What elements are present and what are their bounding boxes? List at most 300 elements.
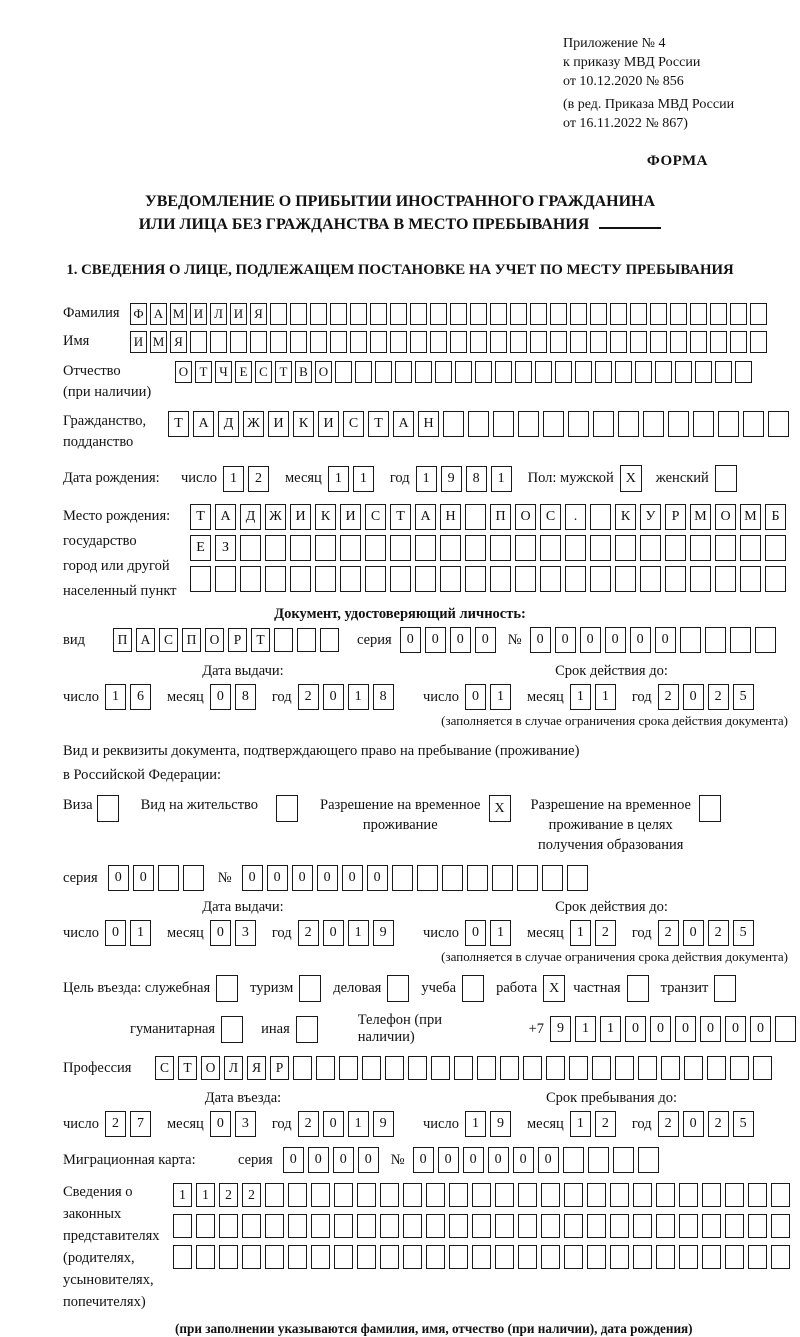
char-box[interactable] xyxy=(270,331,287,353)
char-box[interactable] xyxy=(350,331,367,353)
char-box[interactable] xyxy=(215,566,236,592)
char-box[interactable] xyxy=(613,1147,634,1173)
char-box[interactable]: Е xyxy=(190,535,211,561)
char-box[interactable]: Б xyxy=(765,504,786,530)
char-box[interactable] xyxy=(450,303,467,325)
char-box[interactable]: 1 xyxy=(353,466,374,492)
purpose-business-checkbox[interactable] xyxy=(387,975,409,1002)
char-box[interactable]: М xyxy=(170,303,187,325)
char-box[interactable]: А xyxy=(393,411,414,437)
char-box[interactable] xyxy=(725,1183,744,1207)
char-box[interactable]: 0 xyxy=(513,1147,534,1173)
char-box[interactable]: 9 xyxy=(441,466,462,492)
char-box[interactable] xyxy=(610,1183,629,1207)
char-box[interactable] xyxy=(490,566,511,592)
char-box[interactable] xyxy=(656,1245,675,1269)
char-box[interactable] xyxy=(183,865,204,891)
char-box[interactable]: 0 xyxy=(323,684,344,710)
char-box[interactable] xyxy=(615,361,632,383)
char-box[interactable]: 0 xyxy=(465,920,486,946)
char-box[interactable] xyxy=(725,1214,744,1238)
char-box[interactable]: 9 xyxy=(373,920,394,946)
char-box[interactable] xyxy=(293,1056,312,1080)
char-box[interactable]: 0 xyxy=(323,1111,344,1137)
char-box[interactable] xyxy=(288,1245,307,1269)
char-box[interactable]: 1 xyxy=(348,684,369,710)
char-box[interactable] xyxy=(403,1245,422,1269)
char-box[interactable]: 1 xyxy=(130,920,151,946)
purpose-other-checkbox[interactable] xyxy=(296,1016,318,1043)
char-box[interactable] xyxy=(665,566,686,592)
char-box[interactable]: Н xyxy=(440,504,461,530)
char-box[interactable]: Д xyxy=(218,411,239,437)
char-box[interactable]: 5 xyxy=(733,920,754,946)
char-box[interactable] xyxy=(564,1183,583,1207)
char-box[interactable]: 0 xyxy=(292,865,313,891)
char-box[interactable]: И xyxy=(268,411,289,437)
char-box[interactable] xyxy=(615,1056,634,1080)
char-box[interactable] xyxy=(290,331,307,353)
char-box[interactable] xyxy=(454,1056,473,1080)
char-box[interactable] xyxy=(385,1056,404,1080)
char-box[interactable] xyxy=(750,303,767,325)
char-box[interactable]: Ж xyxy=(265,504,286,530)
char-box[interactable] xyxy=(680,627,701,653)
char-box[interactable] xyxy=(740,566,761,592)
char-box[interactable] xyxy=(540,566,561,592)
char-box[interactable] xyxy=(330,331,347,353)
char-box[interactable] xyxy=(633,1245,652,1269)
char-box[interactable]: Е xyxy=(235,361,252,383)
char-box[interactable]: 0 xyxy=(655,627,676,653)
char-box[interactable]: 8 xyxy=(235,684,256,710)
char-box[interactable]: З xyxy=(215,535,236,561)
char-box[interactable]: 0 xyxy=(465,684,486,710)
char-box[interactable]: 1 xyxy=(348,920,369,946)
char-box[interactable] xyxy=(449,1245,468,1269)
char-box[interactable] xyxy=(365,535,386,561)
char-box[interactable] xyxy=(593,411,614,437)
char-box[interactable] xyxy=(495,1214,514,1238)
char-box[interactable]: К xyxy=(293,411,314,437)
char-box[interactable] xyxy=(550,331,567,353)
char-box[interactable]: 0 xyxy=(555,627,576,653)
char-box[interactable]: 0 xyxy=(475,627,496,653)
char-box[interactable]: 1 xyxy=(570,1111,591,1137)
char-box[interactable] xyxy=(515,535,536,561)
char-box[interactable]: 0 xyxy=(580,627,601,653)
char-box[interactable] xyxy=(316,1056,335,1080)
char-box[interactable]: А xyxy=(415,504,436,530)
char-box[interactable] xyxy=(618,411,639,437)
char-box[interactable] xyxy=(771,1183,790,1207)
char-box[interactable]: 3 xyxy=(235,1111,256,1137)
char-box[interactable] xyxy=(587,1245,606,1269)
char-box[interactable] xyxy=(661,1056,680,1080)
char-box[interactable] xyxy=(440,535,461,561)
char-box[interactable] xyxy=(240,566,261,592)
char-box[interactable]: И xyxy=(130,331,147,353)
char-box[interactable] xyxy=(615,535,636,561)
char-box[interactable] xyxy=(638,1147,659,1173)
char-box[interactable]: 6 xyxy=(130,684,151,710)
char-box[interactable] xyxy=(750,331,767,353)
char-box[interactable] xyxy=(650,331,667,353)
char-box[interactable] xyxy=(390,535,411,561)
char-box[interactable] xyxy=(735,361,752,383)
char-box[interactable] xyxy=(690,535,711,561)
char-box[interactable]: Н xyxy=(418,411,439,437)
char-box[interactable] xyxy=(725,1245,744,1269)
char-box[interactable] xyxy=(242,1245,261,1269)
char-box[interactable] xyxy=(190,331,207,353)
char-box[interactable] xyxy=(357,1245,376,1269)
char-box[interactable]: И xyxy=(340,504,361,530)
char-box[interactable]: И xyxy=(230,303,247,325)
char-box[interactable]: Т xyxy=(178,1056,197,1080)
char-box[interactable] xyxy=(339,1056,358,1080)
char-box[interactable] xyxy=(590,566,611,592)
char-box[interactable]: 0 xyxy=(242,865,263,891)
char-box[interactable] xyxy=(765,566,786,592)
char-box[interactable]: О xyxy=(205,628,224,652)
char-box[interactable] xyxy=(357,1214,376,1238)
char-box[interactable]: С xyxy=(365,504,386,530)
char-box[interactable] xyxy=(740,535,761,561)
char-box[interactable] xyxy=(158,865,179,891)
char-box[interactable] xyxy=(670,331,687,353)
char-box[interactable]: 2 xyxy=(242,1183,261,1207)
char-box[interactable] xyxy=(748,1245,767,1269)
char-box[interactable] xyxy=(265,566,286,592)
char-box[interactable] xyxy=(563,1147,584,1173)
char-box[interactable] xyxy=(417,865,438,891)
residence-permit-checkbox[interactable] xyxy=(276,795,298,822)
char-box[interactable] xyxy=(410,303,427,325)
char-box[interactable] xyxy=(640,566,661,592)
char-box[interactable]: А xyxy=(193,411,214,437)
char-box[interactable]: 0 xyxy=(425,627,446,653)
char-box[interactable] xyxy=(590,331,607,353)
char-box[interactable]: 2 xyxy=(105,1111,126,1137)
char-box[interactable] xyxy=(390,303,407,325)
char-box[interactable] xyxy=(702,1183,721,1207)
char-box[interactable] xyxy=(630,303,647,325)
char-box[interactable] xyxy=(315,535,336,561)
char-box[interactable] xyxy=(635,361,652,383)
char-box[interactable]: 5 xyxy=(733,1111,754,1137)
char-box[interactable]: Т xyxy=(390,504,411,530)
char-box[interactable] xyxy=(575,361,592,383)
char-box[interactable]: 0 xyxy=(323,920,344,946)
char-box[interactable] xyxy=(490,331,507,353)
char-box[interactable] xyxy=(355,361,372,383)
char-box[interactable]: Л xyxy=(210,303,227,325)
char-box[interactable]: 0 xyxy=(488,1147,509,1173)
char-box[interactable] xyxy=(430,331,447,353)
char-box[interactable] xyxy=(775,1016,796,1042)
char-box[interactable]: М xyxy=(690,504,711,530)
char-box[interactable]: 0 xyxy=(317,865,338,891)
char-box[interactable]: 1 xyxy=(348,1111,369,1137)
char-box[interactable]: И xyxy=(190,303,207,325)
char-box[interactable]: 0 xyxy=(210,920,231,946)
char-box[interactable]: 2 xyxy=(658,684,679,710)
char-box[interactable] xyxy=(310,331,327,353)
char-box[interactable] xyxy=(668,411,689,437)
char-box[interactable] xyxy=(311,1245,330,1269)
char-box[interactable] xyxy=(431,1056,450,1080)
char-box[interactable]: 0 xyxy=(400,627,421,653)
char-box[interactable] xyxy=(771,1214,790,1238)
char-box[interactable] xyxy=(465,566,486,592)
char-box[interactable] xyxy=(592,1056,611,1080)
char-box[interactable] xyxy=(569,1056,588,1080)
char-box[interactable] xyxy=(465,504,486,530)
char-box[interactable] xyxy=(310,303,327,325)
char-box[interactable] xyxy=(510,303,527,325)
char-box[interactable]: Т xyxy=(368,411,389,437)
char-box[interactable] xyxy=(449,1183,468,1207)
char-box[interactable]: 1 xyxy=(595,684,616,710)
char-box[interactable]: О xyxy=(315,361,332,383)
purpose-tourism-checkbox[interactable] xyxy=(299,975,321,1002)
char-box[interactable]: 0 xyxy=(283,1147,304,1173)
char-box[interactable] xyxy=(633,1183,652,1207)
char-box[interactable] xyxy=(362,1056,381,1080)
char-box[interactable] xyxy=(550,303,567,325)
char-box[interactable]: 0 xyxy=(683,920,704,946)
char-box[interactable]: С xyxy=(255,361,272,383)
char-box[interactable] xyxy=(715,535,736,561)
char-box[interactable] xyxy=(467,865,488,891)
char-box[interactable] xyxy=(334,1183,353,1207)
char-box[interactable] xyxy=(702,1214,721,1238)
char-box[interactable] xyxy=(690,331,707,353)
char-box[interactable]: 2 xyxy=(219,1183,238,1207)
char-box[interactable] xyxy=(515,361,532,383)
char-box[interactable]: 9 xyxy=(490,1111,511,1137)
char-box[interactable] xyxy=(587,1214,606,1238)
char-box[interactable]: 0 xyxy=(333,1147,354,1173)
char-box[interactable] xyxy=(690,566,711,592)
char-box[interactable] xyxy=(541,1214,560,1238)
temp-residence-checkbox[interactable]: X xyxy=(489,795,511,822)
char-box[interactable]: И xyxy=(290,504,311,530)
char-box[interactable] xyxy=(440,566,461,592)
char-box[interactable] xyxy=(240,535,261,561)
char-box[interactable]: Ч xyxy=(215,361,232,383)
char-box[interactable] xyxy=(730,331,747,353)
char-box[interactable] xyxy=(518,1245,537,1269)
char-box[interactable] xyxy=(265,1214,284,1238)
char-box[interactable] xyxy=(395,361,412,383)
char-box[interactable]: М xyxy=(150,331,167,353)
char-box[interactable] xyxy=(665,535,686,561)
char-box[interactable] xyxy=(541,1245,560,1269)
char-box[interactable]: . xyxy=(565,504,586,530)
char-box[interactable] xyxy=(173,1214,192,1238)
char-box[interactable] xyxy=(748,1214,767,1238)
char-box[interactable]: 0 xyxy=(210,1111,231,1137)
char-box[interactable] xyxy=(492,865,513,891)
char-box[interactable]: О xyxy=(201,1056,220,1080)
char-box[interactable] xyxy=(655,361,672,383)
char-box[interactable]: Я xyxy=(170,331,187,353)
char-box[interactable] xyxy=(335,361,352,383)
char-box[interactable] xyxy=(715,361,732,383)
char-box[interactable] xyxy=(565,566,586,592)
char-box[interactable]: 0 xyxy=(650,1016,671,1042)
char-box[interactable]: А xyxy=(215,504,236,530)
char-box[interactable] xyxy=(219,1214,238,1238)
purpose-work-checkbox[interactable]: X xyxy=(543,975,565,1002)
char-box[interactable] xyxy=(517,865,538,891)
char-box[interactable]: 0 xyxy=(630,627,651,653)
char-box[interactable] xyxy=(610,331,627,353)
char-box[interactable] xyxy=(465,535,486,561)
char-box[interactable]: 1 xyxy=(416,466,437,492)
char-box[interactable]: Т xyxy=(195,361,212,383)
char-box[interactable] xyxy=(695,361,712,383)
char-box[interactable]: Т xyxy=(168,411,189,437)
char-box[interactable] xyxy=(610,1245,629,1269)
char-box[interactable] xyxy=(265,535,286,561)
char-box[interactable] xyxy=(656,1183,675,1207)
char-box[interactable] xyxy=(230,331,247,353)
char-box[interactable] xyxy=(270,303,287,325)
char-box[interactable] xyxy=(684,1056,703,1080)
char-box[interactable]: 1 xyxy=(570,684,591,710)
char-box[interactable]: 1 xyxy=(490,684,511,710)
purpose-study-checkbox[interactable] xyxy=(462,975,484,1002)
char-box[interactable] xyxy=(715,566,736,592)
char-box[interactable]: К xyxy=(315,504,336,530)
char-box[interactable] xyxy=(568,411,589,437)
char-box[interactable] xyxy=(500,1056,519,1080)
char-box[interactable]: 0 xyxy=(625,1016,646,1042)
char-box[interactable]: 2 xyxy=(595,1111,616,1137)
char-box[interactable]: 1 xyxy=(570,920,591,946)
char-box[interactable]: 2 xyxy=(708,1111,729,1137)
char-box[interactable]: О xyxy=(715,504,736,530)
char-box[interactable] xyxy=(380,1245,399,1269)
purpose-humanitarian-checkbox[interactable] xyxy=(221,1016,243,1043)
char-box[interactable]: 0 xyxy=(725,1016,746,1042)
char-box[interactable] xyxy=(555,361,572,383)
char-box[interactable]: 0 xyxy=(267,865,288,891)
char-box[interactable] xyxy=(518,1183,537,1207)
char-box[interactable]: 0 xyxy=(450,627,471,653)
char-box[interactable]: 1 xyxy=(465,1111,486,1137)
char-box[interactable]: 0 xyxy=(358,1147,379,1173)
visa-checkbox[interactable] xyxy=(97,795,119,822)
char-box[interactable] xyxy=(219,1245,238,1269)
char-box[interactable] xyxy=(196,1245,215,1269)
char-box[interactable]: Л xyxy=(224,1056,243,1080)
char-box[interactable] xyxy=(403,1214,422,1238)
char-box[interactable] xyxy=(650,303,667,325)
char-box[interactable]: 0 xyxy=(367,865,388,891)
char-box[interactable]: Т xyxy=(190,504,211,530)
char-box[interactable] xyxy=(334,1214,353,1238)
char-box[interactable] xyxy=(643,411,664,437)
char-box[interactable]: 1 xyxy=(600,1016,621,1042)
char-box[interactable] xyxy=(530,331,547,353)
char-box[interactable] xyxy=(490,303,507,325)
char-box[interactable] xyxy=(392,865,413,891)
char-box[interactable] xyxy=(768,411,789,437)
char-box[interactable]: 2 xyxy=(708,684,729,710)
char-box[interactable] xyxy=(475,361,492,383)
char-box[interactable]: К xyxy=(615,504,636,530)
char-box[interactable] xyxy=(390,566,411,592)
char-box[interactable] xyxy=(590,504,611,530)
char-box[interactable] xyxy=(443,411,464,437)
char-box[interactable]: 0 xyxy=(308,1147,329,1173)
char-box[interactable]: В xyxy=(295,361,312,383)
char-box[interactable] xyxy=(311,1214,330,1238)
char-box[interactable]: 9 xyxy=(550,1016,571,1042)
char-box[interactable]: 1 xyxy=(105,684,126,710)
char-box[interactable] xyxy=(638,1056,657,1080)
purpose-private-checkbox[interactable] xyxy=(627,975,649,1002)
char-box[interactable] xyxy=(630,331,647,353)
char-box[interactable]: Т xyxy=(275,361,292,383)
char-box[interactable]: 2 xyxy=(658,920,679,946)
char-box[interactable]: 0 xyxy=(605,627,626,653)
char-box[interactable] xyxy=(403,1183,422,1207)
char-box[interactable]: Р xyxy=(270,1056,289,1080)
char-box[interactable]: Я xyxy=(247,1056,266,1080)
char-box[interactable] xyxy=(390,331,407,353)
char-box[interactable]: Ж xyxy=(243,411,264,437)
char-box[interactable] xyxy=(693,411,714,437)
char-box[interactable] xyxy=(541,1183,560,1207)
char-box[interactable] xyxy=(710,331,727,353)
char-box[interactable] xyxy=(468,411,489,437)
char-box[interactable] xyxy=(570,303,587,325)
char-box[interactable]: 9 xyxy=(373,1111,394,1137)
char-box[interactable] xyxy=(690,303,707,325)
char-box[interactable] xyxy=(567,865,588,891)
char-box[interactable] xyxy=(430,303,447,325)
char-box[interactable] xyxy=(743,411,764,437)
char-box[interactable]: У xyxy=(640,504,661,530)
char-box[interactable]: 0 xyxy=(342,865,363,891)
char-box[interactable] xyxy=(340,566,361,592)
char-box[interactable]: 0 xyxy=(413,1147,434,1173)
char-box[interactable]: О xyxy=(515,504,536,530)
char-box[interactable] xyxy=(365,566,386,592)
char-box[interactable] xyxy=(490,535,511,561)
char-box[interactable] xyxy=(250,331,267,353)
char-box[interactable] xyxy=(380,1183,399,1207)
char-box[interactable] xyxy=(718,411,739,437)
char-box[interactable] xyxy=(426,1245,445,1269)
char-box[interactable] xyxy=(765,535,786,561)
char-box[interactable]: А xyxy=(150,303,167,325)
char-box[interactable] xyxy=(510,331,527,353)
char-box[interactable] xyxy=(565,535,586,561)
purpose-transit-checkbox[interactable] xyxy=(714,975,736,1002)
char-box[interactable] xyxy=(615,566,636,592)
char-box[interactable]: Я xyxy=(250,303,267,325)
char-box[interactable]: 2 xyxy=(298,684,319,710)
char-box[interactable]: 0 xyxy=(700,1016,721,1042)
char-box[interactable] xyxy=(320,628,339,652)
char-box[interactable] xyxy=(518,1214,537,1238)
